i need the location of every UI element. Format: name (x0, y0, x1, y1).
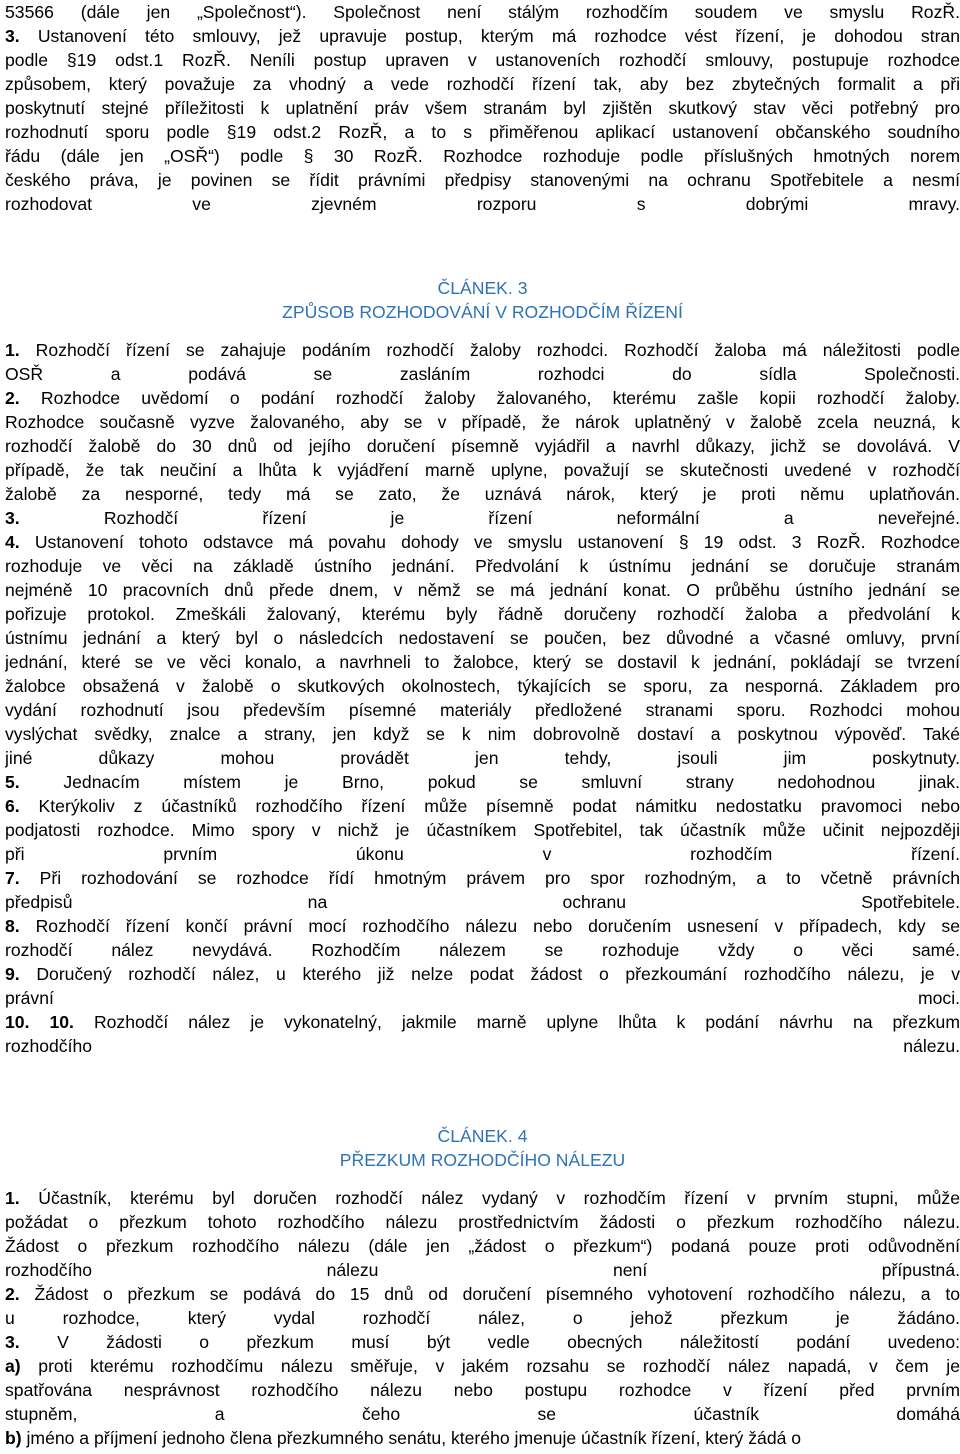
article-3-title: ČLÁNEK. 3 (437, 278, 528, 298)
text-line: 1. Účastník, kterému byl doručen rozhodčí nález vydaný v rozhodčím řízení v prvním stupni, může (5, 1188, 960, 1208)
text-line: 8. Rozhodčí řízení končí právní mocí rozhodčího nálezu nebo doručením usnesení v případech, kdy se (5, 916, 960, 936)
text-line: případě, že tak neučiní a lhůta k vyjádření marně uplyne, považují se skutečnosti uvedené v rozhodčí (5, 460, 960, 480)
text-line: Žádost o přezkum rozhodčího nálezu (dále jen „žádost o přezkum“) podaná pouze proti odůvodnění (5, 1236, 960, 1256)
text-line: 3. V žádosti o přezkum musí být vedle obecných náležitostí podání uvedeno: (5, 1332, 960, 1352)
text-line: 53566 (dále jen „Společnost“). Společnost není stálým rozhodčím soudem ve smyslu RozŘ. (5, 2, 960, 22)
paragraph-number: 9. (5, 964, 37, 984)
text-line: poskytnutí stejné příležitosti k uplatnění práv všem stranám byl zjištěn skutkový stav věci potřebný pro (5, 98, 960, 118)
text-line: českého práva, je povinen se řídit právními předpisy stanovenými na ochranu Spotřebitele a nesmí (5, 170, 960, 190)
paragraph-number: 5. (5, 772, 64, 792)
text-line: 2. Žádost o přezkum se podává do 15 dnů od doručení písemného vyhotovení rozhodčího nálezu, a to (5, 1284, 960, 1304)
text-line: rozhodčího nálezu není přípustná. (5, 1260, 960, 1280)
text-line: způsobem, který považuje za vhodný a vede rozhodčí řízení tak, aby bez zbytečných formalit a při (5, 74, 960, 94)
paragraph-number: 3. (5, 1332, 58, 1352)
text-line: 3. Ustanovení této smlouvy, jež upravuje postup, kterým má rozhodce vést řízení, je dohodou stran (5, 26, 960, 46)
text-line: 5. Jednacím místem je Brno, pokud se smluvní strany nedohodnou jinak. (5, 772, 960, 792)
text-line: 7. Při rozhodování se rozhodce řídí hmotným právem pro spor rozhodným, a to včetně právních (5, 868, 960, 888)
paragraph-number: 4. (5, 532, 35, 552)
text-line: 1. Rozhodčí řízení se zahajuje podáním rozhodčí žaloby rozhodci. Rozhodčí žaloba má náležitosti podle (5, 340, 960, 360)
paragraph-number: 8. (5, 916, 36, 936)
text-line: jiné důkazy mohou provádět jen tehdy, jsouli jim poskytnuty. (5, 748, 960, 768)
text-line: 4. Ustanovení tohoto odstavce má povahu dohody ve smyslu ustanovení § 19 odst. 3 RozŘ. Rozhodce (5, 532, 960, 552)
text-line: vydání rozhodnutí jsou především písemné materiály předložené stranami sporu. Rozhodci mohou (5, 700, 960, 720)
text-line: OSŘ a podává se zasláním rozhodci do sídla Společnosti. (5, 364, 960, 384)
text-line: vyslýchat svědky, znalce a strany, jen když se k nim dobrovolně dostaví a poskytnou výpověď. Také (5, 724, 960, 744)
paragraph-number: 1. (5, 340, 36, 360)
paragraph-number: 7. (5, 868, 40, 888)
text-line: podjatosti rozhodce. Mimo spory v nichž je účastníkem Spotřebitel, tak účastník může učinit nejpozději (5, 820, 960, 840)
text-line: 9. Doručený rozhodčí nález, u kterého již nelze podat žádost o přezkoumání rozhodčího nálezu, je v (5, 964, 960, 984)
text-line: pořizuje protokol. Zmeškáli žalovaný, kterému byly řádně doručeny rozhodčí žaloba a předvolání k (5, 604, 960, 624)
text-line: rozhodčí žalobě do 30 dnů od jejího doručení písemně vyjádřil a navrhl důkazy, jichž se dovolává. V (5, 436, 960, 456)
text-line: b) jméno a příjmení jednoho člena přezkumného senátu, kterého jmenuje účastník řízení, který žádá o (5, 1428, 802, 1448)
text-line: při prvním úkonu v rozhodčím řízení. (5, 844, 960, 864)
text-line: a) proti kterému rozhodčímu nálezu směřuje, v jakém rozsahu se rozhodčí nález napadá, v čem je (5, 1356, 960, 1376)
text-line: nejméně 10 pracovních dnů přede dnem, v němž se má jednání konat. O průběhu ústního jednání se (5, 580, 960, 600)
text-line: stupněm, a čeho se účastník domáhá (5, 1404, 960, 1424)
text-line: spatřována nesprávnost rozhodčího nálezu nebo postupu rozhodce v řízení před prvním (5, 1380, 960, 1400)
text-line: právní moci. (5, 988, 960, 1008)
text-line: řádu (dále jen „OSŘ“) podle § 30 RozŘ. Rozhodce rozhoduje podle příslušných hmotných norem (5, 146, 960, 166)
paragraph-number: b) (5, 1428, 27, 1448)
text-line: Rozhodce současně vyzve žalovaného, aby se v případě, že nárok uplatněný v žalobě zcela neuzná, k (5, 412, 960, 432)
article-4-subtitle: PŘEZKUM ROZHODČÍHO NÁLEZU (339, 1150, 626, 1170)
paragraph-number: a) (5, 1356, 39, 1376)
text-line: rozhodovat ve zjevném rozporu s dobrými mravy. (5, 194, 960, 214)
paragraph-number: 2. (5, 1284, 35, 1304)
text-line: 6. Kterýkoliv z účastníků rozhodčího řízení může písemně podat námitku nedostatku pravomoci nebo (5, 796, 960, 816)
paragraph-number: 3. (5, 26, 38, 46)
paragraph-number: 3. (5, 508, 104, 528)
text-line: 2. Rozhodce uvědomí o podání rozhodčí žaloby žalovaného, kterému zašle kopii rozhodčí žaloby. (5, 388, 960, 408)
paragraph-number: 1. (5, 1188, 39, 1208)
text-line: jednání, které se ve věci konalo, a navrhneli to žalobce, který se dostavil k jednání, pokládají se tvrzení (5, 652, 960, 672)
text-line: rozhoduje ve věci na základě ústního jednání. Předvolání k ústnímu jednání se doručuje stranám (5, 556, 960, 576)
text-line: podle §19 odst.1 RozŘ. Neníli postup upraven v ustanoveních rozhodčí smlouvy, postupuje rozhodce (5, 50, 960, 70)
article-3-subtitle: ZPŮSOB ROZHODOVÁNÍ V ROZHODČÍM ŘÍZENÍ (282, 302, 683, 322)
text-line: 3. Rozhodčí řízení je řízení neformální a neveřejné. (5, 508, 960, 528)
text-line: rozhodčího nálezu. (5, 1036, 960, 1056)
text-line: 10. 10. Rozhodčí nález je vykonatelný, jakmile marně uplyne lhůta k podání návrhu na přezkum (5, 1012, 960, 1032)
text-line: u rozhodce, který vydal rozhodčí nález, o jehož přezkum je žádáno. (5, 1308, 960, 1328)
text-line: předpisů na ochranu Spotřebitele. (5, 892, 960, 912)
text-line: žalobě za nesporné, tedy má se zato, že uznává nárok, který je proti němu uplatňován. (5, 484, 960, 504)
text-line: žalobce obsažená v žalobě o skutkových okolnostech, týkajících se sporu, za nesporná. Základem pro (5, 676, 960, 696)
text-line: požádat o přezkum tohoto rozhodčího nálezu prostřednictvím žádosti o přezkum rozhodčího nálezu. (5, 1212, 960, 1232)
paragraph-number: 2. (5, 388, 41, 408)
article-4-title: ČLÁNEK. 4 (437, 1126, 528, 1146)
text-line: ústnímu jednání a který byl o následcích nedostavení se poučen, bez důvodné a včasné omluvy, první (5, 628, 960, 648)
paragraph-number: 10. 10. (5, 1012, 94, 1032)
text-line: rozhodčí nález nevydává. Rozhodčím nálezem se rozhoduje vždy o věci samé. (5, 940, 960, 960)
paragraph-number: 6. (5, 796, 39, 816)
text-line: rozhodnutí sporu podle §19 odst.2 RozŘ, a to s přiměřenou aplikací ustanovení občanského soudního (5, 122, 960, 142)
